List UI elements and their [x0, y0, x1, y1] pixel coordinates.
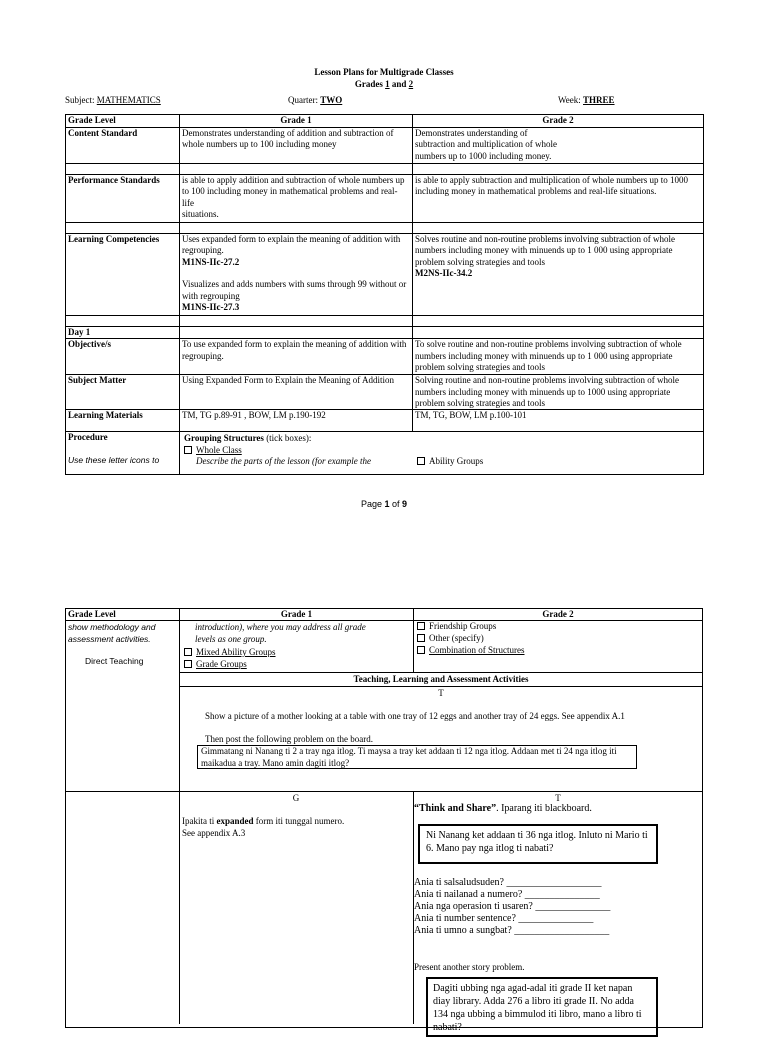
- tla-top-divider: [179, 672, 703, 673]
- content-standard-g2-line1: Demonstrates understanding of: [415, 127, 528, 138]
- spacer-row: [66, 222, 704, 233]
- question-3: Ania nga operasion ti usaren? _______________: [414, 901, 611, 912]
- table2-vline-2-top: [413, 608, 414, 672]
- performance-standards-g2: is able to apply subtraction and multiplication of whole numbers up to 1000 including money in mathematical problems and real-life situations.: [413, 174, 704, 222]
- grades-prefix: Grades: [354, 79, 386, 89]
- day-label: Day 1: [66, 326, 180, 339]
- story-box: Ni Nanang ket addaan ti 36 nga itlog. Inluto ni Mario ti 6. Mano pay nga itlog ti nabati?: [418, 824, 658, 864]
- table2-note: [68, 622, 155, 645]
- mixed-ability-label: Mixed Ability Groups: [196, 647, 276, 657]
- subject-matter-g1: Using Expanded Form to Explain the Meaning of Addition: [180, 375, 413, 410]
- col-grade-1: Grade 1: [180, 115, 413, 128]
- tla-bottom-divider: [179, 686, 703, 687]
- t-marker: T: [438, 688, 444, 698]
- objectives-row: [66, 339, 704, 375]
- content-standard-label: Content Standard: [66, 127, 180, 163]
- footer-prefix: Page: [360, 499, 385, 509]
- content-standard-g2-line2: subtraction and multiplication of whole: [415, 139, 557, 149]
- performance-standards-g1-text: is able to apply addition and subtraction of whole numbers up to 100 including money in mathematical problems and real- life: [182, 174, 405, 208]
- procedure-row: [66, 432, 704, 475]
- whole-class-option[interactable]: [184, 445, 701, 457]
- performance-standards-g1: [180, 174, 413, 222]
- content-standard-g2-line3: numbers up to 1000 including money.: [415, 150, 552, 161]
- g-marker: G: [292, 793, 300, 803]
- competency-g1-text-1: Uses expanded form to explain the meaning of addition with regrouping.: [182, 233, 401, 255]
- week-label: Week:: [558, 95, 584, 105]
- grade-b: 2: [408, 79, 414, 89]
- quarter-label: Quarter:: [288, 95, 321, 105]
- grade-groups-option[interactable]: [184, 659, 247, 671]
- whole-class-label: Whole Class: [196, 444, 242, 455]
- learning-competencies-row: [66, 233, 704, 315]
- subject-matter-label: Subject Matter: [66, 375, 180, 410]
- learning-materials-row: [66, 410, 704, 432]
- other-label: Other (specify): [429, 633, 484, 643]
- intro-line-2: levels as one group.: [195, 634, 267, 644]
- grade-a: 1: [385, 79, 390, 89]
- learning-materials-g2: TM, TG, BOW, LM p.100-101: [413, 410, 704, 432]
- content-standard-row: [66, 127, 704, 163]
- ipakita-bold: expanded: [216, 816, 254, 826]
- content-standard-g1: Demonstrates understanding of addition and subtraction of whole numbers up to 100 including money: [180, 127, 413, 163]
- table2-vline-1: [179, 608, 180, 1024]
- quarter-value: TWO: [320, 95, 343, 105]
- then-post-text: Then post the following problem on the board.: [205, 734, 373, 744]
- learning-competencies-g1: [180, 233, 413, 315]
- subject-line: [65, 95, 164, 107]
- table2-col-grade-level: Grade Level: [68, 609, 116, 619]
- day-row: [66, 326, 704, 339]
- procedure-cell: [66, 432, 180, 475]
- see-appendix-a3: See appendix A.3: [182, 828, 246, 838]
- direct-teaching-label: Direct Teaching: [85, 656, 144, 666]
- grade-groups-label: Grade Groups: [196, 659, 247, 669]
- question-1: Ania ti salsaludsuden? ___________________: [414, 877, 602, 888]
- mixed-ability-option[interactable]: [184, 647, 276, 659]
- intro-line-1: introduction), where you may address all grade: [195, 622, 366, 632]
- subject-value: MATHEMATICS: [96, 95, 161, 105]
- ipakita-text: [182, 816, 344, 828]
- problem-box: Gimmatang ni Nanang ti 2 a tray nga itlog. Ti maysa a tray ket addaan ti 12 nga itlog. Addaan met ti 24 nga itlog iti maikadua a tray. Mano amin dagiti itlog?: [197, 745, 637, 769]
- table2-col-grade-1: Grade 1: [280, 609, 313, 619]
- competency-g1-code-2: M1NS-IIc-27.3: [182, 302, 240, 312]
- procedure-note: Use these letter icons to: [68, 454, 160, 465]
- tla-heading: Teaching, Learning and Assessment Activities: [353, 674, 529, 684]
- objectives-label: Objective/s: [66, 339, 180, 375]
- performance-standards-label: Performance Standards: [66, 174, 180, 222]
- question-5: Ania ti umno a sungbat? ___________________: [414, 925, 610, 936]
- header-row: [66, 115, 704, 128]
- col-grade-2: Grade 2: [413, 115, 704, 128]
- think-share-post: . Iparang iti blackboard.: [496, 803, 592, 814]
- present-another-text: Present another story problem.: [414, 962, 525, 972]
- note-line-2: assessment activities.: [68, 633, 151, 644]
- learning-competencies-g2: [413, 233, 704, 315]
- checkbox-icon[interactable]: [184, 648, 192, 656]
- questions-list: [414, 877, 610, 937]
- grades-and: and: [389, 79, 409, 89]
- checkbox-icon[interactable]: [417, 457, 425, 465]
- think-share-line: [414, 803, 592, 815]
- ipakita-post: form iti tunggal numero.: [253, 816, 345, 826]
- grades-line: [0, 79, 768, 91]
- spacer-row: [66, 163, 704, 174]
- checkbox-icon[interactable]: [184, 660, 192, 668]
- t-marker-2: T: [555, 793, 561, 803]
- spacer-row: [66, 315, 704, 326]
- week-line: [558, 95, 615, 107]
- note-line-1: show methodology and: [68, 622, 156, 632]
- content-standard-g2: [413, 127, 704, 163]
- footer-total: 9: [402, 499, 408, 509]
- competency-g1-code-1: M1NS-IIc-27.2: [182, 256, 240, 267]
- table2-col-grade-2: Grade 2: [542, 609, 574, 619]
- describe-line: [184, 456, 701, 468]
- subject-label: Subject:: [65, 95, 97, 105]
- combination-label: Combination of Structures: [429, 645, 525, 655]
- quarter-line: [288, 95, 342, 107]
- subject-matter-g2-text: Solving routine and non-routine problems involving subtraction of whole numbers including money with minuends up to 1000 using appropriate problem solving strategies and tools: [415, 375, 679, 408]
- document-title: Lesson Plans for Multigrade Classes: [314, 67, 454, 77]
- grouping-suffix: (tick boxes):: [263, 433, 312, 443]
- checkbox-icon[interactable]: [417, 634, 425, 642]
- other-option[interactable]: [417, 633, 484, 645]
- grouping-cell: [180, 432, 704, 475]
- checkbox-icon[interactable]: [417, 622, 425, 630]
- section-divider: [65, 791, 703, 792]
- performance-standards-row: [66, 174, 704, 222]
- combination-option[interactable]: [417, 645, 525, 657]
- grouping-heading: [184, 433, 701, 445]
- grouping-label: Grouping Structures: [184, 433, 264, 443]
- ipakita-pre: Ipakita ti: [182, 816, 217, 826]
- competency-g1-text-2: Visualizes and adds numbers with sums through 99 without or with regrouping: [182, 279, 407, 301]
- subject-matter-g2: [413, 375, 704, 410]
- subject-matter-row: [66, 375, 704, 410]
- week-value: THREE: [583, 95, 615, 105]
- performance-standards-g1-tail: situations.: [182, 209, 219, 219]
- competency-g2-text: Solves routine and non-routine problems involving subtraction of whole numbers including money with minuends up to 1 000 using appropriate problem solving strategies and tools: [415, 233, 675, 267]
- competency-g2-code: M2NS-IIc-34.2: [415, 268, 473, 278]
- footer-middle: of: [389, 499, 403, 509]
- learning-materials-g1: TM, TG p.89-91 , BOW, LM p.190-192: [180, 410, 413, 432]
- question-2: Ania ti nailanad a numero? _______________: [414, 889, 600, 900]
- lesson-plan-table-2: [65, 608, 703, 1028]
- footer-page: 1: [384, 499, 390, 509]
- checkbox-icon[interactable]: [417, 646, 425, 654]
- procedure-label: Procedure: [68, 432, 108, 442]
- ability-groups-option[interactable]: [417, 456, 483, 468]
- friendship-label: Friendship Groups: [429, 621, 497, 631]
- objectives-g1: To use expanded form to explain the meaning of addition with regrouping.: [180, 339, 413, 375]
- ability-groups-label: Ability Groups: [429, 456, 484, 466]
- friendship-option[interactable]: [417, 621, 496, 633]
- describe-text: Describe the parts of the lesson (for example the: [196, 456, 371, 466]
- objectives-g2: To solve routine and non-routine problems involving subtraction of whole numbers including money with minuends up to 1 000 using appropriate problem solving strategies and tools: [413, 339, 704, 375]
- show-picture-text: Show a picture of a mother looking at a table with one tray of 12 eggs and another tray of 24 eggs. See appendix A.1: [205, 711, 625, 721]
- lesson-plan-table-1: [65, 114, 704, 475]
- story-box-2: Dagiti ubbing nga agad-adal iti grade II ket napan diay library. Adda 276 a libro iti grade II. No adda 134 nga ubbing a bimmulod iti libro, mano a libro ti nabati?: [426, 977, 658, 1037]
- learning-competencies-label: Learning Competencies: [66, 233, 180, 315]
- col-grade-level: Grade Level: [66, 115, 180, 128]
- learning-materials-label: Learning Materials: [66, 410, 180, 432]
- checkbox-icon[interactable]: [184, 446, 192, 454]
- question-4: Ania ti number sentence? _______________: [414, 913, 594, 924]
- think-share-label: “Think and Share”: [414, 803, 497, 814]
- page-footer: [0, 499, 768, 511]
